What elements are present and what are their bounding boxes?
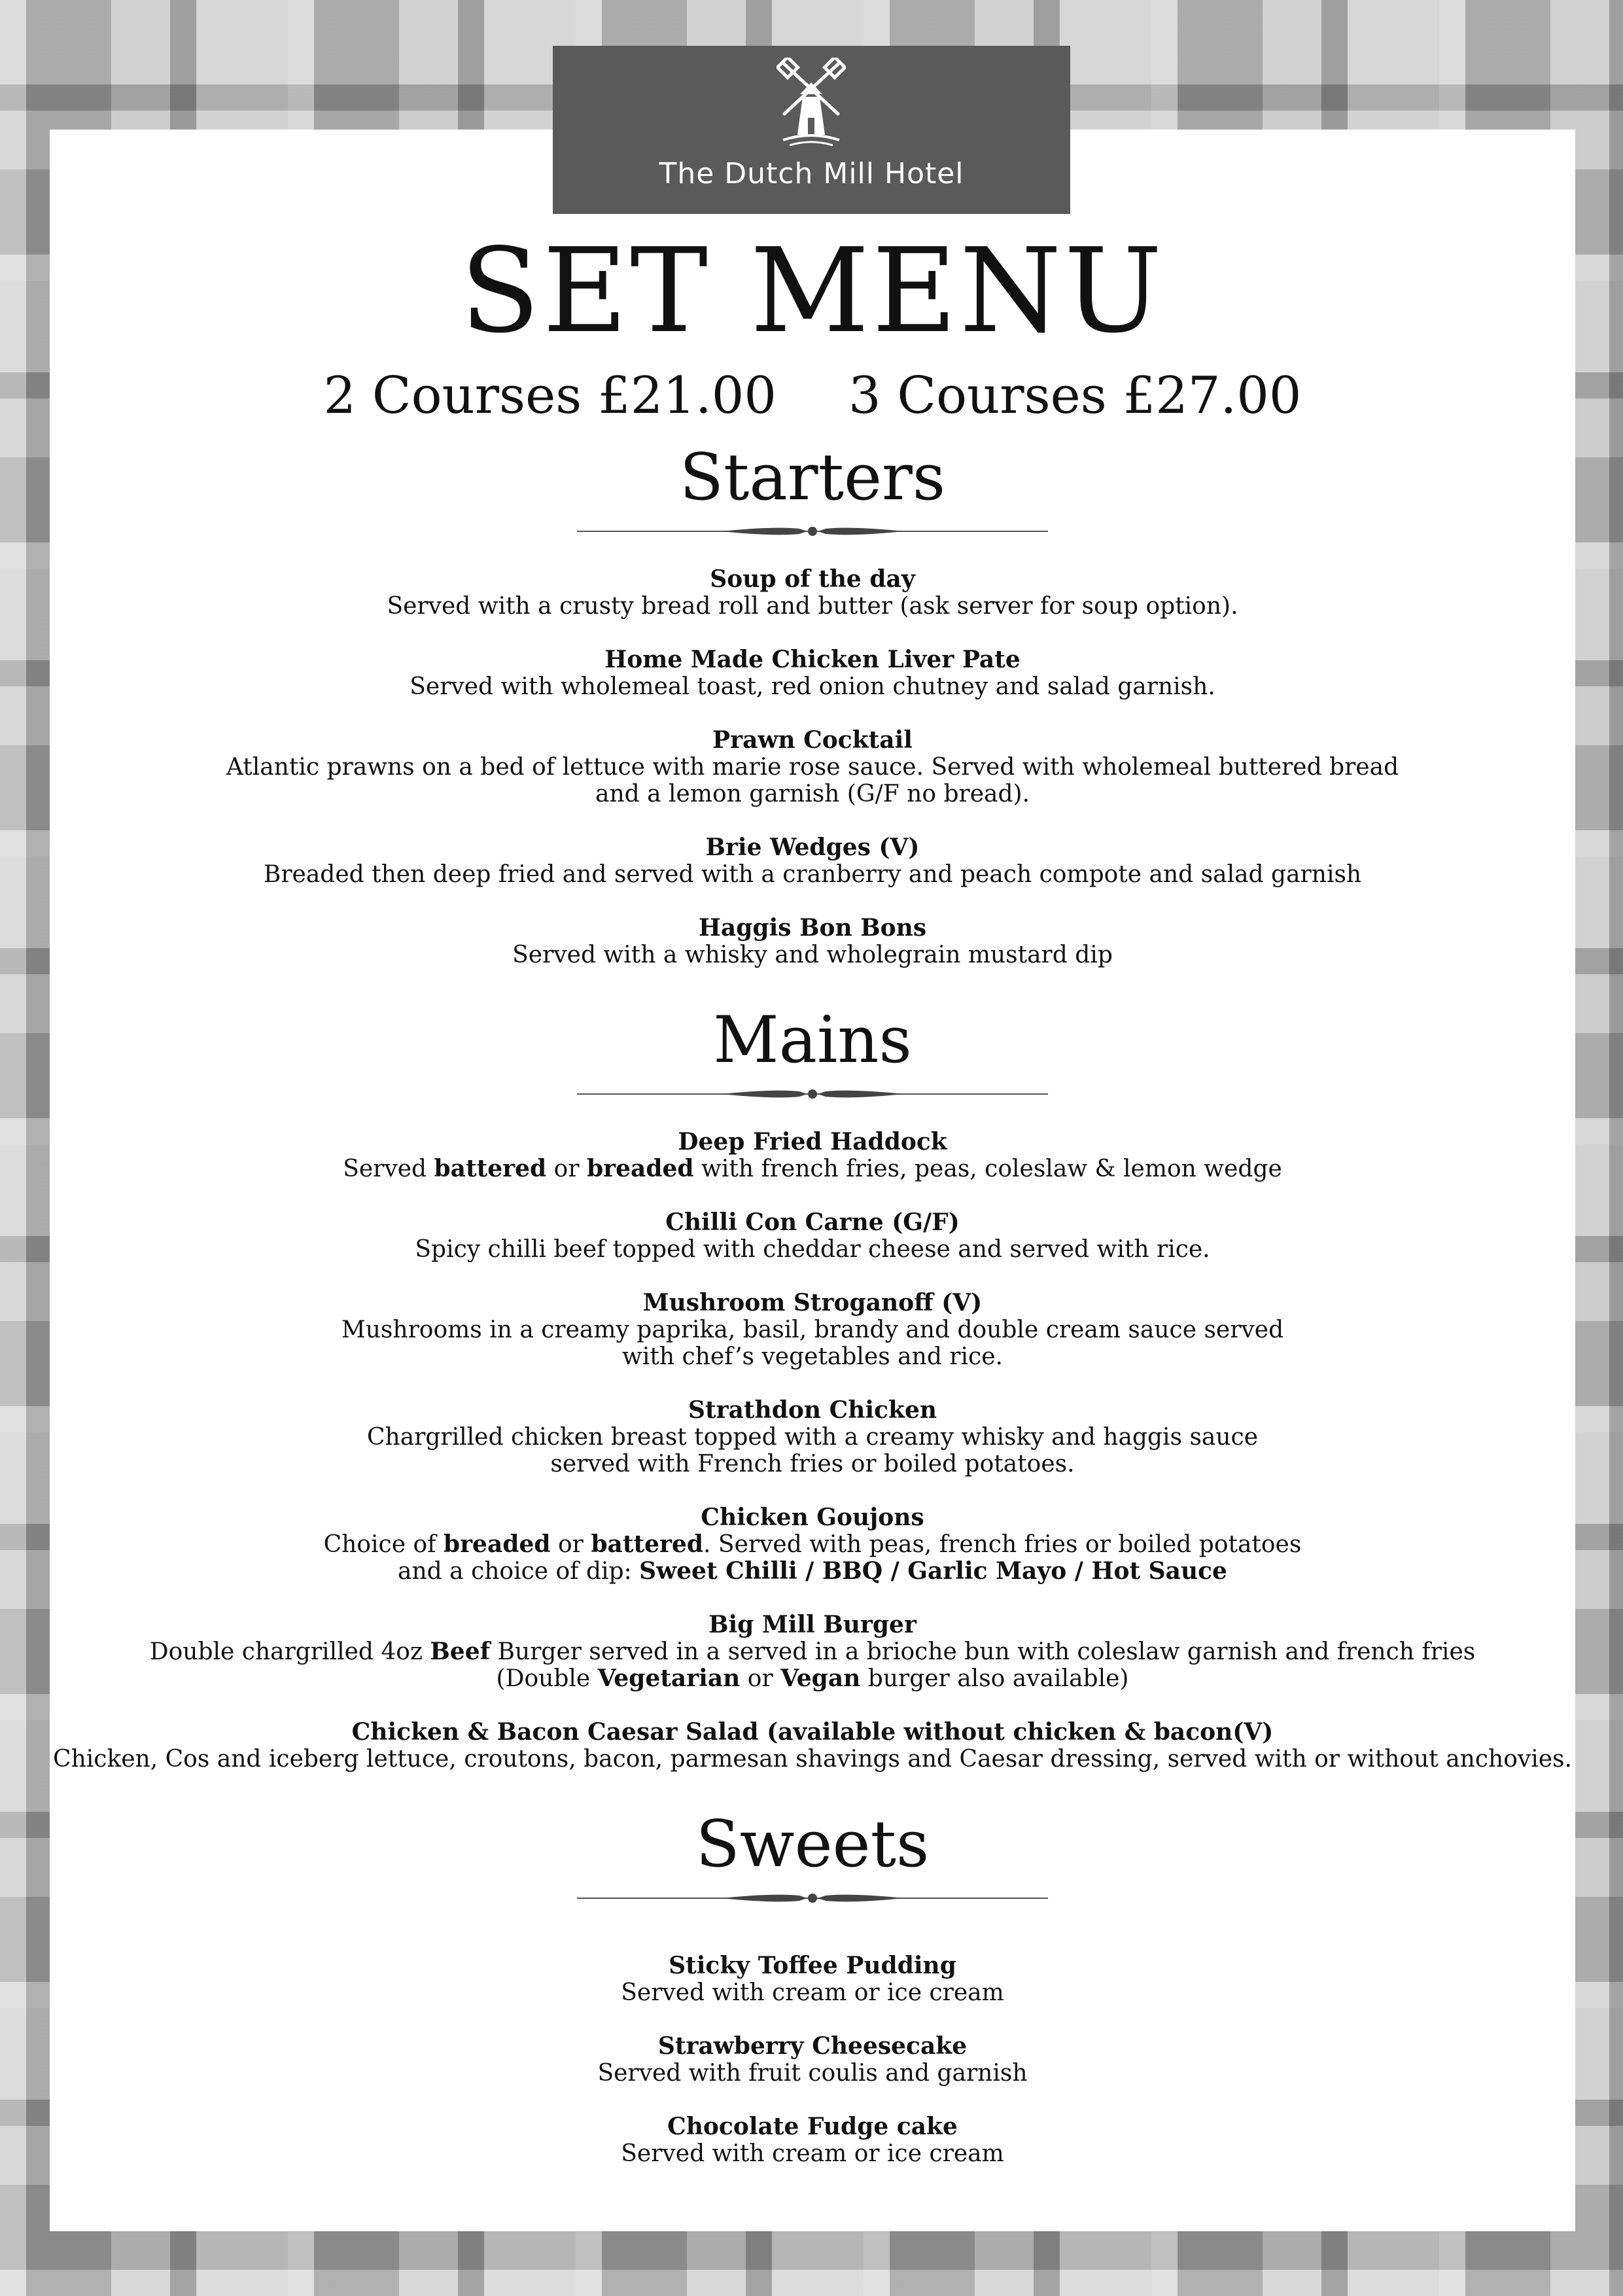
item-description: Spicy chilli beef topped with cheddar cheese and served with rice. bbox=[415, 1236, 1210, 1263]
starters-list bbox=[50, 565, 1575, 968]
menu-content bbox=[50, 222, 1575, 2193]
item-description: Served with a whisky and wholegrain mustard dip bbox=[512, 942, 1113, 968]
item-description: Served with fruit coulis and garnish bbox=[597, 2060, 1028, 2087]
three-course-price: 3 Courses £27.00 bbox=[848, 366, 1302, 425]
item-description-line2 bbox=[50, 1558, 1575, 1585]
menu-item bbox=[50, 1718, 1575, 1773]
item-name: Big Mill Burger bbox=[708, 1611, 916, 1638]
item-name: Soup of the day bbox=[710, 565, 915, 593]
item-description: Chicken, Cos and iceberg lettuce, croutons, bacon, parmesan shavings and Caesar dressing, served with or without anchovies. bbox=[53, 1746, 1572, 1773]
item-name: Mushroom Stroganoff (V) bbox=[642, 1289, 983, 1316]
desc-emphasis: Beef bbox=[430, 1638, 491, 1665]
item-name: Strathdon Chicken bbox=[688, 1396, 937, 1424]
item-description: Chargrilled chicken breast topped with a creamy whisky and haggis sauce bbox=[366, 1424, 1259, 1451]
desc-text: burger also available) bbox=[860, 1665, 1129, 1692]
menu-item bbox=[50, 1209, 1575, 1263]
page-title: SET MENU bbox=[460, 223, 1165, 359]
item-description: Mushrooms in a creamy paprika, basil, brandy and double cream sauce served bbox=[341, 1316, 1284, 1343]
desc-text: or bbox=[546, 1156, 587, 1182]
desc-emphasis: battered bbox=[591, 1530, 704, 1558]
desc-emphasis: breaded bbox=[586, 1155, 694, 1182]
item-name: Chicken Goujons bbox=[701, 1504, 924, 1531]
item-name: Sticky Toffee Pudding bbox=[669, 1952, 956, 1979]
item-name: Prawn Cocktail bbox=[712, 726, 913, 754]
desc-text: with french fries, peas, coleslaw & lemon wedge bbox=[693, 1156, 1282, 1182]
desc-text: . Served with peas, french fries or boiled potatoes bbox=[703, 1531, 1302, 1558]
desc-emphasis: Vegetarian bbox=[597, 1665, 741, 1692]
ornament-divider bbox=[577, 1890, 1048, 1906]
item-name: Home Made Chicken Liver Pate bbox=[604, 646, 1021, 673]
item-name: Brie Wedges (V) bbox=[705, 834, 920, 861]
desc-text: or bbox=[550, 1531, 591, 1558]
menu-item bbox=[50, 565, 1575, 620]
menu-item bbox=[50, 1952, 1575, 2006]
desc-text: or bbox=[740, 1665, 781, 1692]
mains-list bbox=[50, 1128, 1575, 1773]
hotel-logo-banner bbox=[553, 46, 1070, 214]
item-description: Served with cream or ice cream bbox=[621, 1979, 1004, 2006]
item-name: Strawberry Cheesecake bbox=[657, 2032, 968, 2060]
menu-item bbox=[50, 834, 1575, 888]
item-name: Chocolate Fudge cake bbox=[667, 2113, 958, 2140]
item-description-line2 bbox=[50, 1665, 1575, 1692]
desc-emphasis: breaded bbox=[443, 1530, 551, 1558]
menu-item bbox=[50, 2032, 1575, 2087]
desc-text: Choice of bbox=[323, 1531, 444, 1558]
desc-text: Served bbox=[343, 1156, 434, 1182]
menu-item bbox=[50, 914, 1575, 968]
item-description: Atlantic prawns on a bed of lettuce with marie rose sauce. Served with wholemeal buttered bread bbox=[226, 754, 1399, 781]
item-name: Chilli Con Carne (G/F) bbox=[665, 1209, 960, 1236]
hotel-name: The Dutch Mill Hotel bbox=[659, 157, 964, 190]
item-description: Breaded then deep fried and served with a cranberry and peach compote and salad garnish bbox=[263, 861, 1362, 888]
desc-text: Burger served in a served in a brioche bun with coleslaw garnish and french fries bbox=[490, 1638, 1476, 1665]
menu-item bbox=[50, 1396, 1575, 1477]
mains-title: Mains bbox=[713, 1003, 912, 1078]
item-description-line2: and a lemon garnish (G/F no bread). bbox=[595, 781, 1030, 807]
desc-emphasis: Sweet Chilli / BBQ / Garlic Mayo / Hot Sauce bbox=[639, 1557, 1227, 1585]
desc-text: and a choice of dip: bbox=[398, 1558, 640, 1585]
item-name: Chicken & Bacon Caesar Salad (available without chicken & bacon(V) bbox=[351, 1718, 1274, 1746]
menu-item bbox=[50, 1504, 1575, 1585]
sweets-title: Sweets bbox=[695, 1807, 930, 1882]
windmill-icon bbox=[777, 58, 846, 149]
item-description-line2: with chef’s vegetables and rice. bbox=[622, 1343, 1003, 1370]
menu-item bbox=[50, 726, 1575, 807]
desc-emphasis: battered bbox=[434, 1155, 547, 1182]
item-description: Served with a crusty bread roll and butter (ask server for soup option). bbox=[387, 593, 1238, 620]
menu-item bbox=[50, 646, 1575, 700]
desc-emphasis: Vegan bbox=[780, 1665, 861, 1692]
menu-item bbox=[50, 2113, 1575, 2167]
menu-item bbox=[50, 1128, 1575, 1182]
price-line bbox=[50, 360, 1575, 432]
item-description: Served with cream or ice cream bbox=[621, 2140, 1004, 2167]
item-description bbox=[50, 1531, 1575, 1558]
desc-text: (Double bbox=[496, 1665, 598, 1692]
starters-title: Starters bbox=[679, 440, 946, 515]
desc-text: Double chargrilled 4oz bbox=[149, 1638, 430, 1665]
item-name: Deep Fried Haddock bbox=[678, 1128, 947, 1156]
ornament-divider bbox=[577, 1086, 1048, 1102]
menu-item bbox=[50, 1289, 1575, 1370]
item-name: Haggis Bon Bons bbox=[698, 914, 927, 942]
ornament-divider bbox=[577, 523, 1048, 539]
item-description bbox=[50, 1638, 1575, 1665]
two-course-price: 2 Courses £21.00 bbox=[323, 366, 777, 425]
item-description-line2: served with French fries or boiled potatoes. bbox=[550, 1451, 1075, 1477]
menu-item bbox=[50, 1611, 1575, 1692]
item-description: Served with wholemeal toast, red onion chutney and salad garnish. bbox=[410, 673, 1215, 700]
item-description bbox=[50, 1156, 1575, 1182]
sweets-list bbox=[50, 1952, 1575, 2167]
